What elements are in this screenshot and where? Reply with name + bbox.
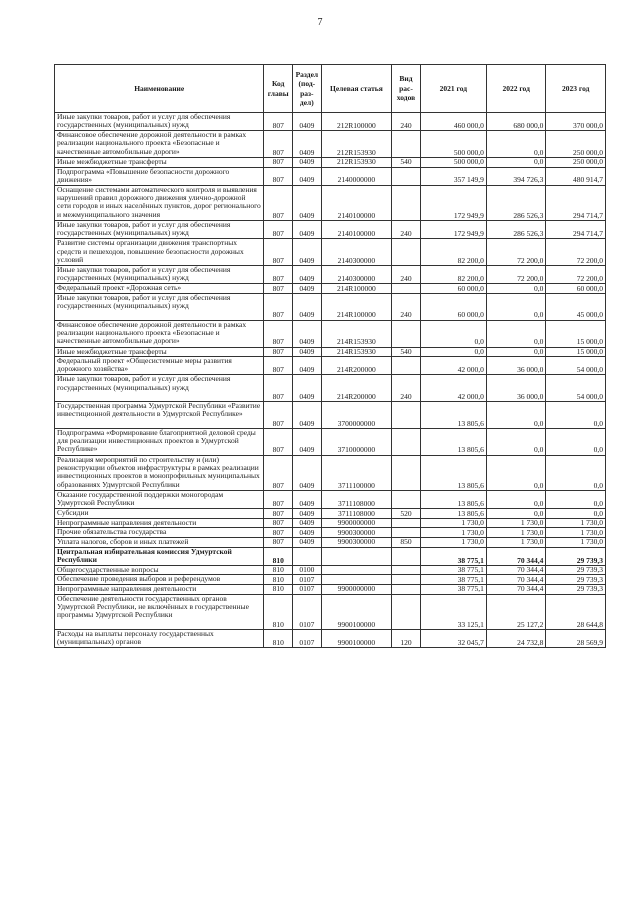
row-section: 0409 <box>293 538 322 548</box>
row-2023: 0,0 <box>546 402 606 429</box>
row-name: Реализация мероприятий по строительству и (или) реконструкции объектов инфраструктуры в рамках реализации инвестиционных проектов в монопрофильных муниципальных образованиях Удмуртской Республики <box>55 455 264 490</box>
row-article: 2140100000 <box>321 221 392 239</box>
row-name: Общегосударственные вопросы <box>55 565 264 575</box>
row-2022: 0,0 <box>486 491 546 509</box>
table-row <box>55 221 606 239</box>
table-row <box>55 594 606 629</box>
row-section: 0409 <box>293 320 322 347</box>
row-article: 3710000000 <box>321 428 392 455</box>
row-type <box>392 575 421 585</box>
table-row <box>55 266 606 284</box>
row-section: 0409 <box>293 157 322 167</box>
table-row <box>55 575 606 585</box>
table-row <box>55 375 606 402</box>
row-code: 810 <box>264 565 293 575</box>
row-type <box>392 284 421 294</box>
row-2023: 29 739,3 <box>546 565 606 575</box>
row-type: 520 <box>392 509 421 519</box>
row-2023: 1 730,0 <box>546 528 606 538</box>
row-type <box>392 547 421 565</box>
row-2023: 72 200,0 <box>546 266 606 284</box>
table-row <box>55 239 606 266</box>
table-row <box>55 491 606 509</box>
row-2022: 0,0 <box>486 131 546 158</box>
row-2021: 0,0 <box>420 347 486 357</box>
table-header <box>55 65 606 113</box>
row-2023: 54 000,0 <box>546 357 606 375</box>
table-row <box>55 167 606 185</box>
row-type <box>392 565 421 575</box>
row-2022: 36 000,0 <box>486 357 546 375</box>
row-section: 0409 <box>293 528 322 538</box>
row-2022: 24 732,8 <box>486 630 546 648</box>
table-row <box>55 585 606 595</box>
row-code: 807 <box>264 221 293 239</box>
row-name: Федеральный проект «Дорожная сеть» <box>55 284 264 294</box>
row-type <box>392 131 421 158</box>
row-2021: 500 000,0 <box>420 131 486 158</box>
table-row <box>55 565 606 575</box>
table-row <box>55 357 606 375</box>
row-article: 3711108000 <box>321 491 392 509</box>
table-row <box>55 293 606 320</box>
row-2023: 28 569,9 <box>546 630 606 648</box>
row-article: 9900000000 <box>321 518 392 528</box>
row-2023: 60 000,0 <box>546 284 606 294</box>
row-2021: 38 775,1 <box>420 547 486 565</box>
header-code: Код главы <box>264 65 293 113</box>
row-2023: 0,0 <box>546 455 606 490</box>
table-row <box>55 630 606 648</box>
row-code: 807 <box>264 455 293 490</box>
row-article: 214R200000 <box>321 357 392 375</box>
row-2023: 15 000,0 <box>546 347 606 357</box>
row-type <box>392 491 421 509</box>
row-code: 807 <box>264 293 293 320</box>
row-2021: 13 805,6 <box>420 509 486 519</box>
row-section: 0409 <box>293 113 322 131</box>
row-article <box>321 547 392 565</box>
row-section: 0409 <box>293 221 322 239</box>
table-row <box>55 347 606 357</box>
row-section: 0409 <box>293 455 322 490</box>
row-name: Уплата налогов, сборов и иных платежей <box>55 538 264 548</box>
row-name: Финансовое обеспечение дорожной деятельности в рамках реализации национального проекта «Безопасные и качественные автомобильные дороги» <box>55 320 264 347</box>
row-2022: 1 730,0 <box>486 518 546 528</box>
row-2021: 13 805,6 <box>420 428 486 455</box>
row-code: 807 <box>264 375 293 402</box>
row-code: 807 <box>264 538 293 548</box>
row-article: 2140000000 <box>321 167 392 185</box>
row-section: 0409 <box>293 239 322 266</box>
row-2022: 72 200,0 <box>486 266 546 284</box>
row-code: 807 <box>264 509 293 519</box>
row-2022: 0,0 <box>486 284 546 294</box>
row-2021: 33 125,1 <box>420 594 486 629</box>
header-name: Наименование <box>55 65 264 113</box>
row-2021: 172 949,9 <box>420 185 486 220</box>
row-type <box>392 528 421 538</box>
row-name: Подпрограмма «Повышение безопасности дорожного движения» <box>55 167 264 185</box>
row-2023: 0,0 <box>546 509 606 519</box>
row-2021: 13 805,6 <box>420 402 486 429</box>
row-2022: 36 000,0 <box>486 375 546 402</box>
row-2022: 70 344,4 <box>486 585 546 595</box>
row-name: Иные межбюджетные трансферты <box>55 157 264 167</box>
row-code: 807 <box>264 239 293 266</box>
row-article <box>321 565 392 575</box>
row-2021: 460 000,0 <box>420 113 486 131</box>
row-code: 810 <box>264 575 293 585</box>
row-section: 0409 <box>293 167 322 185</box>
row-article: 9900300000 <box>321 538 392 548</box>
row-2023: 54 000,0 <box>546 375 606 402</box>
row-name: Оказание государственной поддержки моногородам Удмуртской Республики <box>55 491 264 509</box>
row-article: 214R100000 <box>321 284 392 294</box>
row-name: Подпрограмма «Формирование благоприятной деловой среды для реализации инвестиционных проектов в Удмуртской Республике» <box>55 428 264 455</box>
row-name: Финансовое обеспечение дорожной деятельности в рамках реализации национального проекта «Безопасные и качественные автомобильные дороги» <box>55 131 264 158</box>
row-2021: 13 805,6 <box>420 491 486 509</box>
table-body <box>55 113 606 648</box>
row-name: Иные закупки товаров, работ и услуг для обеспечения государственных (муниципальных) нужд <box>55 293 264 320</box>
row-type: 850 <box>392 538 421 548</box>
row-code: 807 <box>264 528 293 538</box>
row-type <box>392 594 421 629</box>
row-2021: 500 000,0 <box>420 157 486 167</box>
row-2021: 60 000,0 <box>420 284 486 294</box>
row-name: Государственная программа Удмуртской Республики «Развитие инвестиционной деятельности в Удмуртской Республике» <box>55 402 264 429</box>
row-2022: 680 000,0 <box>486 113 546 131</box>
table-row <box>55 284 606 294</box>
table-row <box>55 428 606 455</box>
row-2022: 1 730,0 <box>486 538 546 548</box>
row-2023: 294 714,7 <box>546 185 606 220</box>
row-2023: 250 000,0 <box>546 157 606 167</box>
row-2021: 0,0 <box>420 320 486 347</box>
row-type: 540 <box>392 157 421 167</box>
row-section: 0409 <box>293 428 322 455</box>
row-section: 0409 <box>293 185 322 220</box>
row-2021: 42 000,0 <box>420 375 486 402</box>
row-2022: 0,0 <box>486 157 546 167</box>
row-article: 214R200000 <box>321 375 392 402</box>
row-2021: 42 000,0 <box>420 357 486 375</box>
row-code: 810 <box>264 585 293 595</box>
row-2022: 286 526,3 <box>486 185 546 220</box>
row-code: 807 <box>264 347 293 357</box>
row-2021: 60 000,0 <box>420 293 486 320</box>
row-type: 540 <box>392 347 421 357</box>
row-2023: 15 000,0 <box>546 320 606 347</box>
row-2023: 29 739,3 <box>546 547 606 565</box>
row-2023: 0,0 <box>546 491 606 509</box>
row-name: Обеспечение деятельности государственных органов Удмуртской Республики, не включённых в государственные программы Удмуртской Республики <box>55 594 264 629</box>
row-code: 807 <box>264 113 293 131</box>
header-section: Раздел (под-раз-дел) <box>293 65 322 113</box>
row-type <box>392 402 421 429</box>
row-name: Иные закупки товаров, работ и услуг для обеспечения государственных (муниципальных) нужд <box>55 266 264 284</box>
row-section: 0100 <box>293 565 322 575</box>
row-name: Центральная избирательная комиссия Удмуртской Республики <box>55 547 264 565</box>
row-2023: 294 714,7 <box>546 221 606 239</box>
row-2022: 286 526,3 <box>486 221 546 239</box>
row-article: 214R100000 <box>321 293 392 320</box>
row-2023: 28 644,8 <box>546 594 606 629</box>
row-name: Иные закупки товаров, работ и услуг для обеспечения государственных (муниципальных) нужд <box>55 221 264 239</box>
row-type <box>392 357 421 375</box>
row-code: 807 <box>264 402 293 429</box>
row-section: 0409 <box>293 518 322 528</box>
row-type: 240 <box>392 293 421 320</box>
row-section: 0107 <box>293 575 322 585</box>
row-2022: 70 344,4 <box>486 565 546 575</box>
row-section <box>293 547 322 565</box>
row-code: 807 <box>264 131 293 158</box>
row-2022: 70 344,4 <box>486 547 546 565</box>
row-2021: 38 775,1 <box>420 585 486 595</box>
row-article: 2140300000 <box>321 266 392 284</box>
table-row <box>55 518 606 528</box>
header-2023: 2023 год <box>546 65 606 113</box>
row-article: 3711100000 <box>321 455 392 490</box>
row-section: 0409 <box>293 491 322 509</box>
row-code: 810 <box>264 630 293 648</box>
row-article: 214R153930 <box>321 320 392 347</box>
row-article: 9900300000 <box>321 528 392 538</box>
row-section: 0409 <box>293 509 322 519</box>
row-article: 2140100000 <box>321 185 392 220</box>
row-2021: 38 775,1 <box>420 575 486 585</box>
row-2023: 29 739,3 <box>546 585 606 595</box>
row-type: 240 <box>392 221 421 239</box>
row-type <box>392 320 421 347</box>
table-row <box>55 547 606 565</box>
row-2021: 82 200,0 <box>420 266 486 284</box>
header-2022: 2022 год <box>486 65 546 113</box>
row-2022: 72 200,0 <box>486 239 546 266</box>
row-article: 3711108000 <box>321 509 392 519</box>
row-code: 807 <box>264 266 293 284</box>
table-row <box>55 320 606 347</box>
row-name: Субсидии <box>55 509 264 519</box>
row-article: 214R153930 <box>321 347 392 357</box>
row-2022: 0,0 <box>486 347 546 357</box>
row-name: Расходы на выплаты персоналу государственных (муниципальных) органов <box>55 630 264 648</box>
row-type <box>392 185 421 220</box>
row-section: 0409 <box>293 131 322 158</box>
table-row <box>55 538 606 548</box>
row-section: 0409 <box>293 284 322 294</box>
row-2021: 38 775,1 <box>420 565 486 575</box>
row-type <box>392 518 421 528</box>
row-name: Непрограммные направления деятельности <box>55 585 264 595</box>
row-2021: 1 730,0 <box>420 518 486 528</box>
row-2022: 0,0 <box>486 293 546 320</box>
table-row <box>55 131 606 158</box>
row-2021: 13 805,6 <box>420 455 486 490</box>
row-article: 9900100000 <box>321 630 392 648</box>
row-2022: 25 127,2 <box>486 594 546 629</box>
row-2023: 72 200,0 <box>546 239 606 266</box>
row-article: 3700000000 <box>321 402 392 429</box>
row-article: 212R100000 <box>321 113 392 131</box>
table-row <box>55 185 606 220</box>
row-2021: 172 949,9 <box>420 221 486 239</box>
row-2023: 0,0 <box>546 428 606 455</box>
row-type <box>392 167 421 185</box>
row-section: 0409 <box>293 375 322 402</box>
row-2023: 370 000,0 <box>546 113 606 131</box>
row-code: 807 <box>264 518 293 528</box>
row-type <box>392 428 421 455</box>
row-article: 2140300000 <box>321 239 392 266</box>
table-row <box>55 157 606 167</box>
row-article: 9900100000 <box>321 594 392 629</box>
table-row <box>55 455 606 490</box>
row-name: Прочие обязательства государства <box>55 528 264 538</box>
row-type <box>392 239 421 266</box>
table-row <box>55 528 606 538</box>
row-code: 807 <box>264 320 293 347</box>
row-2022: 0,0 <box>486 320 546 347</box>
row-name: Федеральный проект «Общесистемные меры развития дорожного хозяйства» <box>55 357 264 375</box>
row-code: 807 <box>264 357 293 375</box>
row-article: 212R153930 <box>321 131 392 158</box>
row-type <box>392 585 421 595</box>
row-code: 810 <box>264 547 293 565</box>
header-2021: 2021 год <box>420 65 486 113</box>
row-article: 9900000000 <box>321 585 392 595</box>
row-section: 0409 <box>293 293 322 320</box>
row-2023: 250 000,0 <box>546 131 606 158</box>
row-section: 0409 <box>293 357 322 375</box>
row-type: 240 <box>392 266 421 284</box>
row-code: 807 <box>264 491 293 509</box>
row-code: 807 <box>264 428 293 455</box>
row-section: 0409 <box>293 266 322 284</box>
page-number: 7 <box>317 17 323 28</box>
row-code: 807 <box>264 157 293 167</box>
row-code: 807 <box>264 284 293 294</box>
row-name: Иные закупки товаров, работ и услуг для обеспечения государственных (муниципальных) нужд <box>55 113 264 131</box>
row-name: Оснащение системами автоматического контроля и выявления нарушений правил дорожного движения улично-дорожной сети городов и иных населённых пунктов, дорог регионального и межмуниципального значения <box>55 185 264 220</box>
table-row <box>55 402 606 429</box>
row-2021: 1 730,0 <box>420 528 486 538</box>
row-article: 212R153930 <box>321 157 392 167</box>
row-code: 807 <box>264 185 293 220</box>
row-type <box>392 455 421 490</box>
row-name: Иные межбюджетные трансферты <box>55 347 264 357</box>
row-code: 807 <box>264 167 293 185</box>
row-2022: 0,0 <box>486 428 546 455</box>
row-type: 240 <box>392 375 421 402</box>
row-section: 0107 <box>293 585 322 595</box>
row-2022: 0,0 <box>486 402 546 429</box>
row-name: Иные закупки товаров, работ и услуг для обеспечения государственных (муниципальных) нужд <box>55 375 264 402</box>
budget-table <box>54 64 606 648</box>
row-code: 810 <box>264 594 293 629</box>
row-name: Обеспечение проведения выборов и референдумов <box>55 575 264 585</box>
row-2021: 32 045,7 <box>420 630 486 648</box>
row-name: Развитие системы организации движения транспортных средств и пешеходов, повышение безопасности дорожных условий <box>55 239 264 266</box>
row-2021: 82 200,0 <box>420 239 486 266</box>
row-2023: 1 730,0 <box>546 538 606 548</box>
header-type: Вид рас-ходов <box>392 65 421 113</box>
row-2023: 1 730,0 <box>546 518 606 528</box>
row-type: 240 <box>392 113 421 131</box>
row-section: 0409 <box>293 347 322 357</box>
row-2022: 1 730,0 <box>486 528 546 538</box>
row-section: 0409 <box>293 402 322 429</box>
row-2021: 1 730,0 <box>420 538 486 548</box>
row-type: 120 <box>392 630 421 648</box>
row-article <box>321 575 392 585</box>
table-row <box>55 113 606 131</box>
row-2021: 357 149,9 <box>420 167 486 185</box>
row-section: 0107 <box>293 630 322 648</box>
table-row <box>55 509 606 519</box>
row-section: 0107 <box>293 594 322 629</box>
row-2022: 70 344,4 <box>486 575 546 585</box>
row-name: Непрограммные направления деятельности <box>55 518 264 528</box>
row-2022: 394 726,3 <box>486 167 546 185</box>
row-2023: 45 000,0 <box>546 293 606 320</box>
row-2023: 480 914,7 <box>546 167 606 185</box>
row-2022: 0,0 <box>486 455 546 490</box>
header-article: Целевая статья <box>321 65 392 113</box>
row-2023: 29 739,3 <box>546 575 606 585</box>
row-2022: 0,0 <box>486 509 546 519</box>
